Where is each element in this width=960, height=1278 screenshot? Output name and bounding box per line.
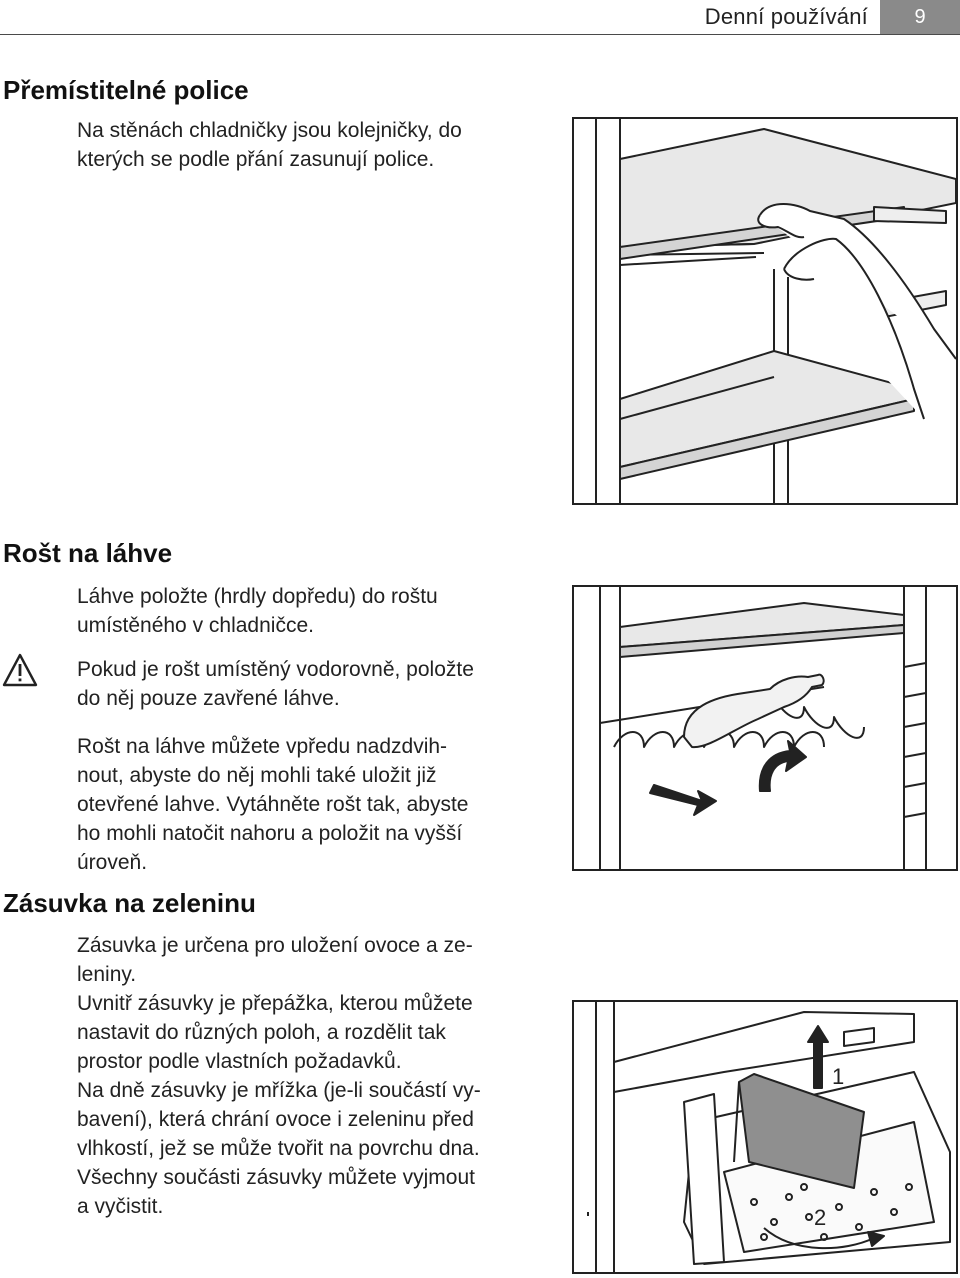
page-number: 9: [880, 0, 960, 34]
step-label-2: 2: [814, 1205, 827, 1230]
header-title: Denní používání: [704, 4, 868, 29]
figure-vegetable-drawer: [572, 1000, 958, 1274]
text-line: úroveň.: [77, 851, 148, 874]
text-line: prostor podle vlastních požadavků.: [77, 1050, 402, 1073]
warning-triangle-icon: [2, 652, 38, 688]
step-label-1: 1: [832, 1064, 845, 1089]
text-line: ho mohli natočit nahoru a položit na vyšší: [77, 822, 463, 845]
vegetable-drawer-text: [77, 931, 481, 1221]
text-line: a vyčistit.: [77, 1195, 164, 1218]
text-line: Láhve položte (hrdly dopředu) do roštu: [77, 585, 438, 608]
bottle-rack-illustration: [574, 587, 956, 869]
text-line: Zásuvka je určena pro uložení ovoce a ze-: [77, 934, 473, 957]
header-rule: [0, 34, 960, 35]
heading-shelves: Přemístitelné police: [3, 75, 249, 105]
text-line: Na stěnách chladničky jsou kolejničky, do: [77, 119, 462, 142]
text-line: Pokud je rošt umístěný vodorovně, položte: [77, 658, 474, 681]
text-line: vlhkostí, jež se může tvořit na povrchu dna.: [77, 1137, 480, 1160]
bottle-rack-intro: [77, 582, 438, 640]
text-line: nout, abyste do něj mohli také uložit již: [77, 764, 437, 787]
bottle-rack-warning: [77, 655, 474, 713]
vegetable-drawer-illustration: [574, 1002, 956, 1272]
text-line: leniny.: [77, 963, 137, 986]
text-line: do něj pouze zavřené láhve.: [77, 687, 340, 710]
text-line: nastavit do různých poloh, a rozdělit tak: [77, 1021, 446, 1044]
page-header: [0, 0, 960, 36]
text-line: Rošt na láhve můžete vpředu nadzdvih-: [77, 735, 448, 758]
text-line: otevřené lahve. Vytáhněte rošt tak, abyste: [77, 793, 469, 816]
text-line: umístěného v chladničce.: [77, 614, 314, 637]
bottle-rack-body: [77, 732, 468, 877]
text-line: kterých se podle přání zasunují police.: [77, 148, 435, 171]
heading-vegetable-drawer: Zásuvka na zeleninu: [3, 888, 256, 918]
shelves-text: [77, 116, 462, 174]
text-line: Uvnitř zásuvky je přepážka, kterou můžete: [77, 992, 473, 1015]
text-line: Na dně zásuvky je mřížka (je-li součástí vy-: [77, 1079, 481, 1102]
figure-bottle-rack: [572, 585, 958, 871]
heading-bottle-rack: Rošt na láhve: [3, 538, 173, 568]
text-line: Všechny součásti zásuvky můžete vyjmout: [77, 1166, 475, 1189]
figure-shelves: [572, 117, 958, 505]
shelves-illustration: [574, 119, 956, 503]
text-line: bavení), která chrání ovoce i zeleninu před: [77, 1108, 474, 1131]
